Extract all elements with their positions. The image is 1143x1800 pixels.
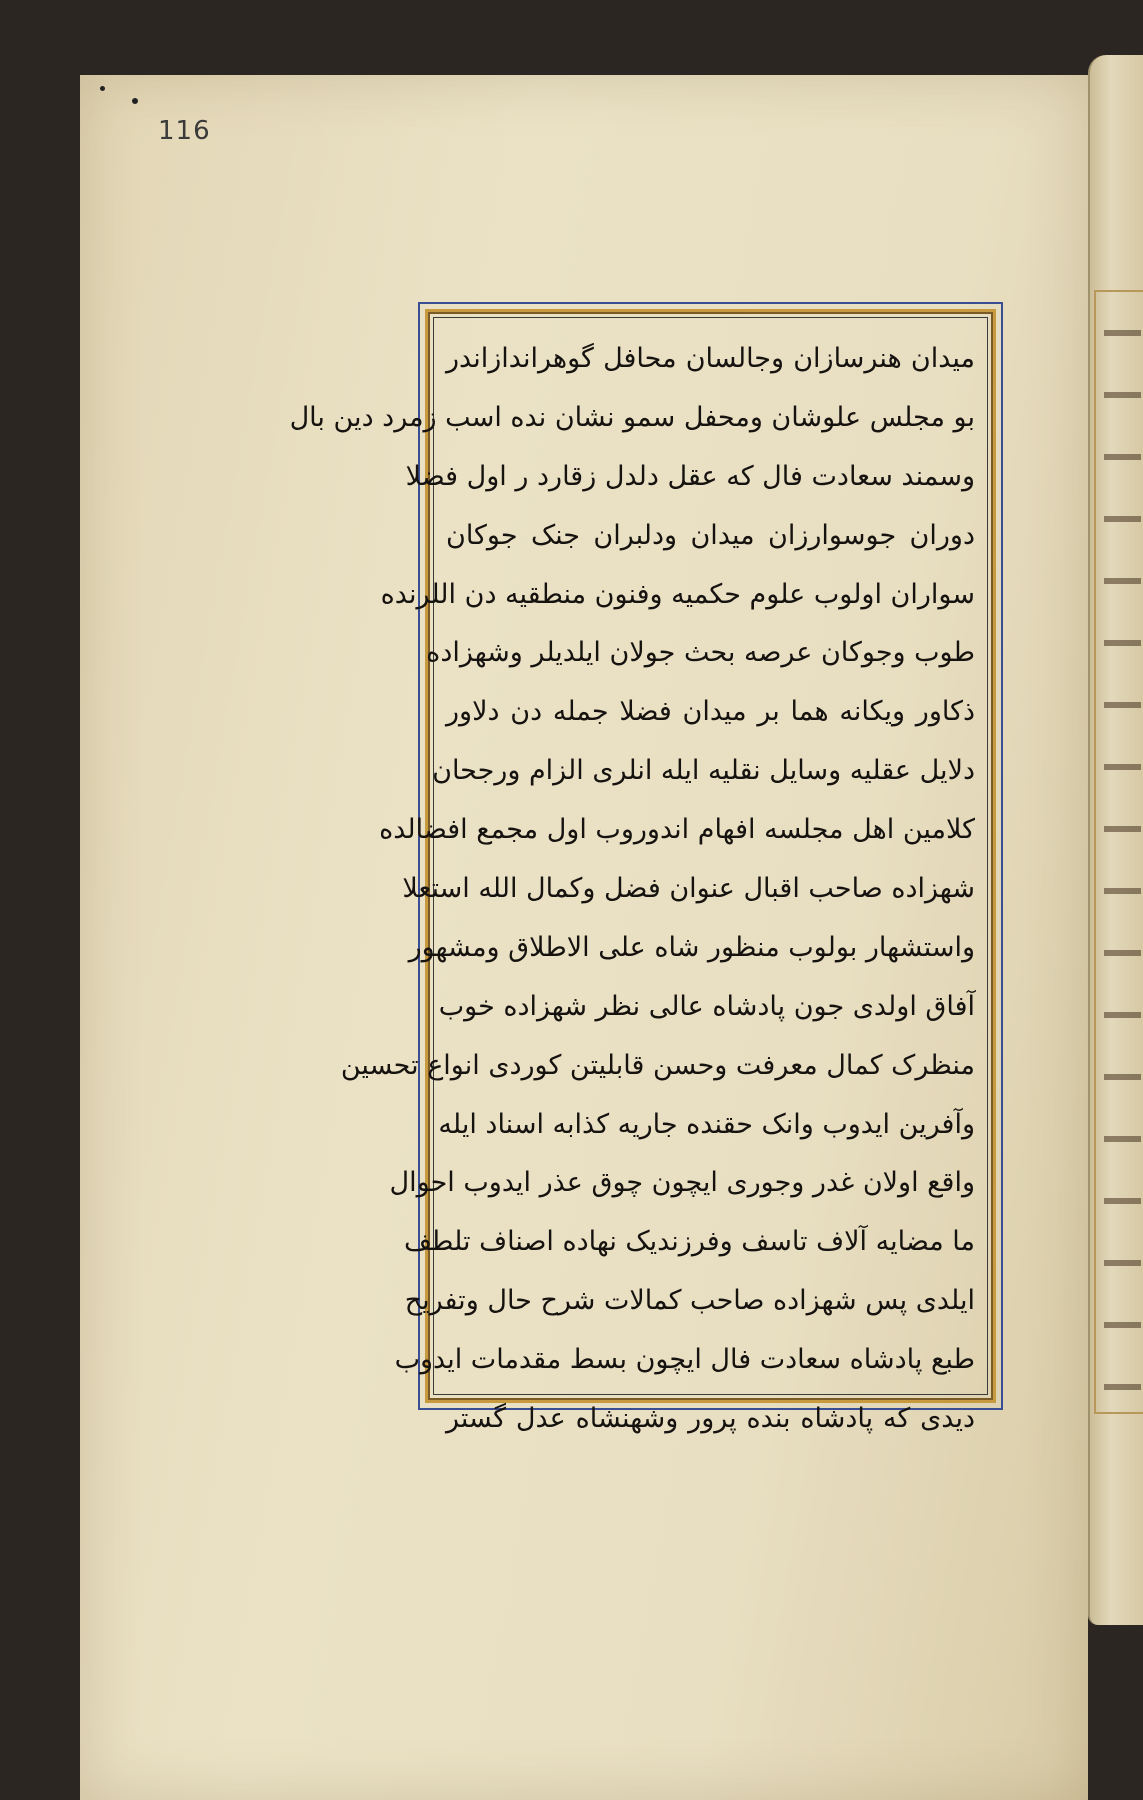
- text-line: وآفرین ایدوب وانک حقنده جاریه کذابه اسناد ایله: [438, 1108, 975, 1140]
- text-line: ما مضایه آلاف تاسف وفرزندیک نهاده اصناف تلطف: [403, 1226, 975, 1258]
- text-line: شهزاده صاحب اقبال عنوان فضل وکمال الله استعلا: [402, 873, 975, 905]
- text-line: ایلدی پس شهزاده صاحب کمالات شرح حال وتفریح: [404, 1285, 975, 1317]
- text-block: [289, 330, 983, 1435]
- text-line: میدان هنرسازان وجالسان محافل گوهراندازاندر: [446, 343, 975, 374]
- text-line: سواران اولوب علوم حکمیه وفنون منطقیه دن اللرنده: [380, 578, 975, 610]
- text-line: دیدی که پادشاه بنده پرور وشهنشاه عدل گستر: [446, 1403, 975, 1435]
- text-line: طبع پادشاه سعادت فال ایچون بسط مقدمات ایدوب: [394, 1344, 975, 1376]
- ink-mark: [100, 86, 105, 91]
- text-line: بو مجلس علوشان ومحفل سمو نشان نده اسب زمرد دین بال: [289, 401, 975, 433]
- text-line: آفاق اولدی جون پادشاه عالی نظر شهزاده خوب: [438, 990, 975, 1022]
- text-line: ذکاور ویکانه هما بر میدان فضلا جمله دن دلاور: [446, 696, 975, 728]
- ink-mark: [132, 98, 138, 104]
- text-line: کلامین اهل مجلسه افهام اندوروب اول مجمع افضالده: [379, 814, 975, 846]
- text-line: منظرک کمال معرفت وحسن قابلیتن کوردی انواع تحسین: [340, 1049, 975, 1081]
- text-line: وسمند سعادت فال که عقل دلدل زقارد ر اول فضلا: [405, 460, 975, 492]
- text-line: دلایل عقلیه وسایل نقلیه ایله انلری الزام ورجحان: [432, 755, 975, 787]
- text-line: طوب وجوکان عرصه بحث جولان ایلدیلر وشهزاده: [426, 637, 975, 669]
- text-line: واستشهار بولوب منظور شاه علی الاطلاق ومشهور: [408, 931, 975, 963]
- text-line: دوران جوسوارزان میدان ودلبران جنک جوکان: [446, 519, 975, 551]
- folio-number: 116: [158, 116, 211, 146]
- adjacent-page-text: [1104, 300, 1141, 1400]
- text-line: واقع اولان غدر وجوری ایچون چوق عذر ایدوب احوال: [389, 1167, 975, 1199]
